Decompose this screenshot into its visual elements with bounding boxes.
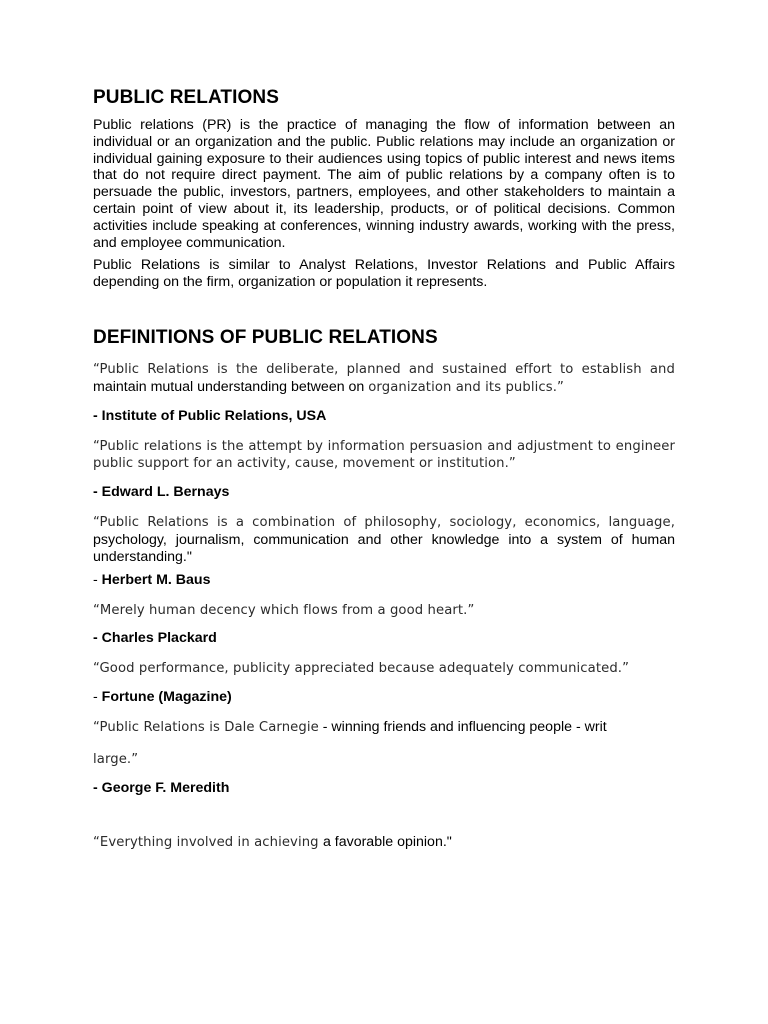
definition-quote xyxy=(93,514,675,565)
quote-text: “Public Relations is a combination of philosophy, sociology, economics, language, xyxy=(93,515,675,531)
quote-text: “Good performance, publicity appreciated because adequately communicated.” xyxy=(93,661,630,677)
quote-text: “Merely human decency which flows from a good heart.” xyxy=(93,602,475,618)
quote-text: “Public Relations is Dale Carnegie xyxy=(93,720,319,736)
intro-paragraph: Public relations (PR) is the practice of managing the flow of information between an individual or an organization and the public. Public relations may include an organization or individual gaining exposure to their audiences using topics of public interest and news items that do not require direct payment. The aim of public relations by a company often is to persuade the public, investors, partners, employees, and other stakeholders to maintain a certain point of view about it, its leadership, products, or of political decisions. Common activities include speaking at conferences, winning industry awards, working with the press, and employee communication. xyxy=(93,117,675,251)
quote-text: “Everything involved in achieving xyxy=(93,834,323,850)
quote-attribution: - Herbert M. Baus xyxy=(93,571,211,588)
quote-text: organization and its publics.” xyxy=(368,379,564,395)
quote-attribution: - Edward L. Bernays xyxy=(93,484,230,501)
definition-quote xyxy=(93,660,675,678)
quote-text: psychology, journalism, communication and other knowledge into a system of human understanding." xyxy=(93,531,675,565)
quote-text: - winning friends and influencing people - writ xyxy=(318,719,607,736)
quote-text: large.” xyxy=(93,752,139,768)
quote-attribution: - Fortune (Magazine) xyxy=(93,689,232,706)
definition-quote xyxy=(93,438,675,474)
definition-quote xyxy=(93,834,675,852)
document-page xyxy=(93,86,675,852)
quote-text: “Public relations is the attempt by information persuasion and adjustment to engineer public support for an activity, cause, movement or institution.” xyxy=(93,438,675,472)
section-heading-definitions: DEFINITIONS OF PUBLIC RELATIONS xyxy=(93,326,438,348)
quote-attribution: - Institute of Public Relations, USA xyxy=(93,407,327,424)
quote-text: maintain mutual understanding between on xyxy=(93,378,369,395)
definition-quote xyxy=(93,719,675,769)
page-title: PUBLIC RELATIONS xyxy=(93,87,279,108)
quote-attribution: - Charles Plackard xyxy=(93,630,217,647)
quote-text: “Public Relations is the deliberate, planned and sustained effort to establish and xyxy=(93,361,675,377)
definition-quote xyxy=(93,361,675,397)
comparison-paragraph: Public Relations is similar to Analyst Relations, Investor Relations and Public Affairs depending on the firm, organization or population it represents. xyxy=(93,257,675,291)
definition-quote xyxy=(93,602,675,620)
quote-text: a favorable opinion." xyxy=(322,833,452,850)
quote-attribution: - George F. Meredith xyxy=(93,779,230,796)
